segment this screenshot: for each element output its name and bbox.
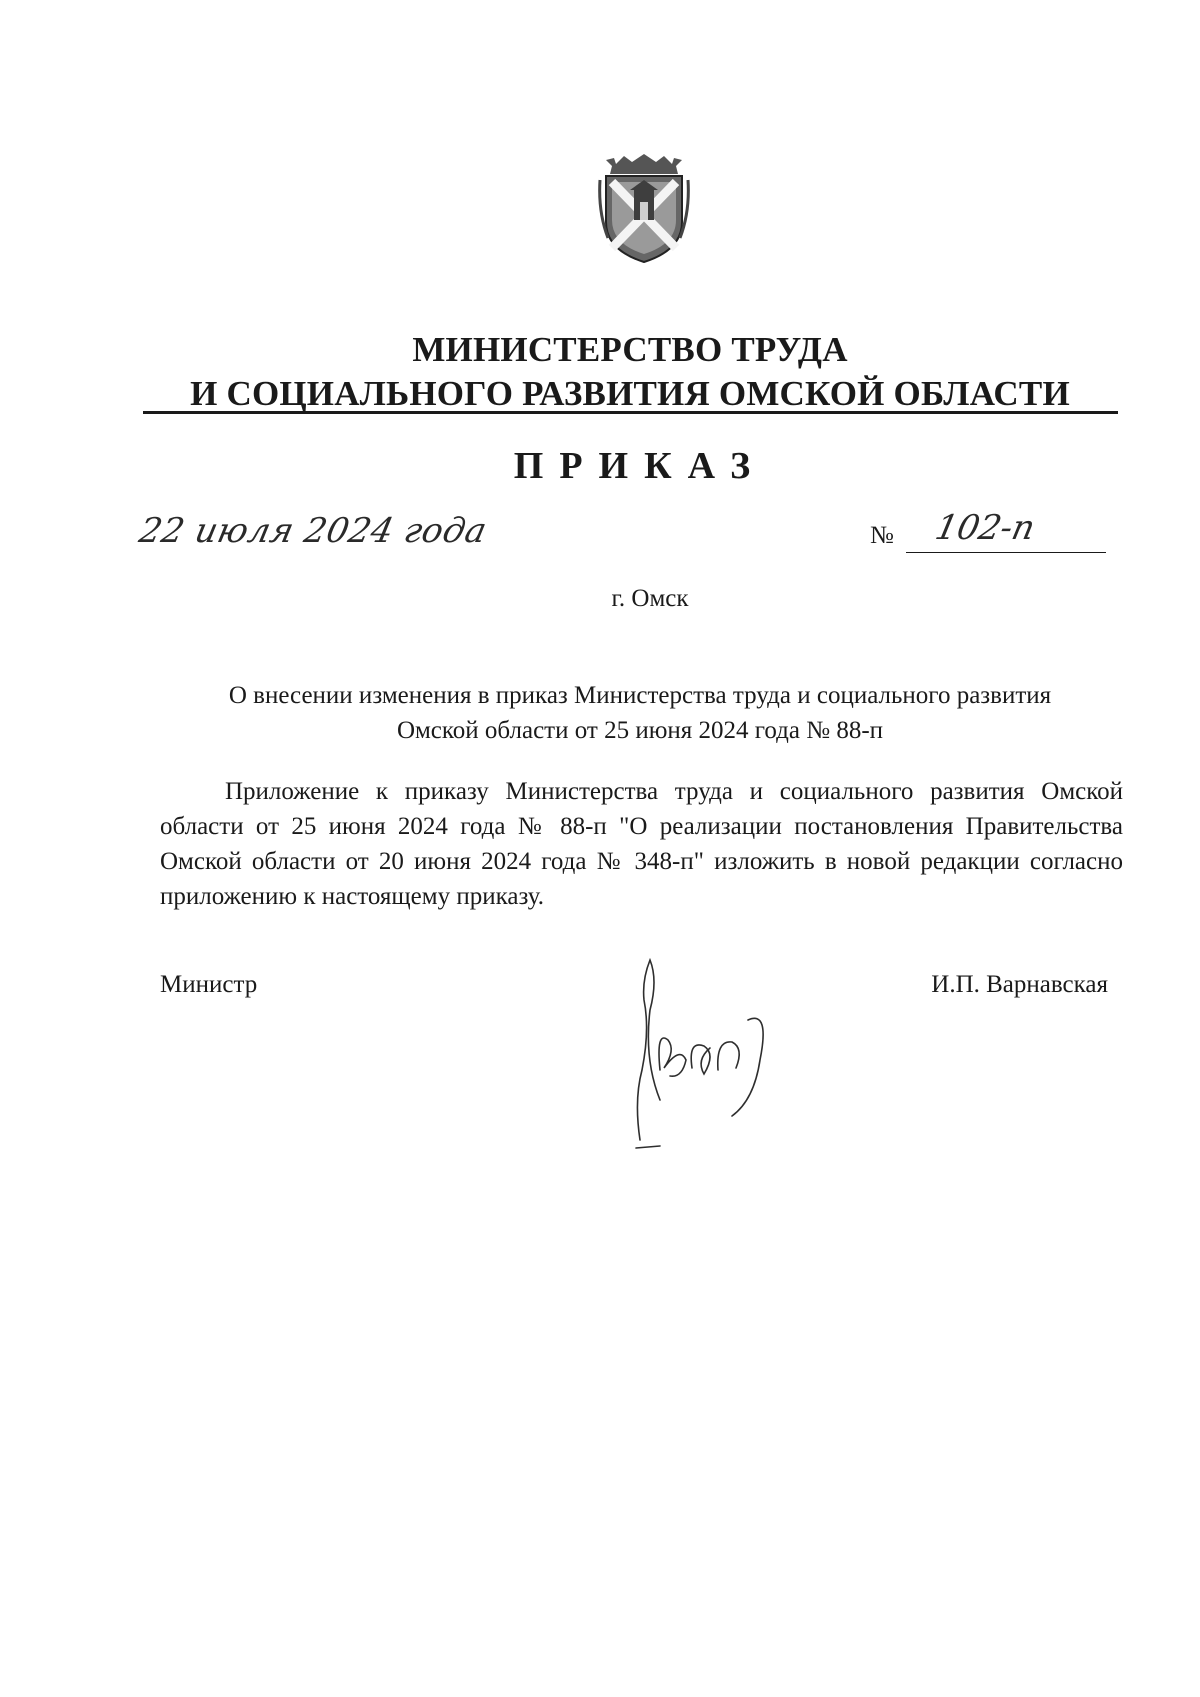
subject-line1: О внесении изменения в приказ Министерства труда и социального развития xyxy=(228,682,1052,709)
number-sign: № xyxy=(870,522,894,549)
subject-line2: Омской области от 25 июня 2024 года № 88-п xyxy=(396,717,884,744)
document-date xyxy=(135,506,520,556)
signer-title: Министр xyxy=(160,971,258,998)
header-divider xyxy=(143,411,1118,414)
coat-of-arms-icon xyxy=(598,152,690,264)
document-body: Приложение к приказу Министерства труда и социального развития Омской области от 25 июня 2024 года № 88-п "О реализации постановления Правительства Омской области от 20 июня 2024 года № 348-п" изложить в новой редакции согласно приложению к настоящему приказу. xyxy=(160,778,1123,910)
signer-name: И.П. Варнавская xyxy=(931,971,1108,998)
number-underline xyxy=(906,552,1106,553)
document-city: г. Омск xyxy=(611,585,689,612)
document-number-handwritten: 102-п xyxy=(931,508,1039,548)
ministry-name-line2: И СОЦИАЛЬНОГО РАЗВИТИЯ ОМСКОЙ ОБЛАСТИ xyxy=(190,374,1070,413)
document-subject xyxy=(160,678,1120,748)
ministry-name-line1: МИНИСТЕРСТВО ТРУДА xyxy=(412,330,848,369)
ministry-name xyxy=(140,328,1120,416)
document-date-handwritten: 22 июля 2024 года xyxy=(135,511,491,551)
handwritten-signature xyxy=(620,950,820,1150)
document-number xyxy=(870,508,1110,556)
document-type: ПРИКАЗ xyxy=(513,445,767,487)
